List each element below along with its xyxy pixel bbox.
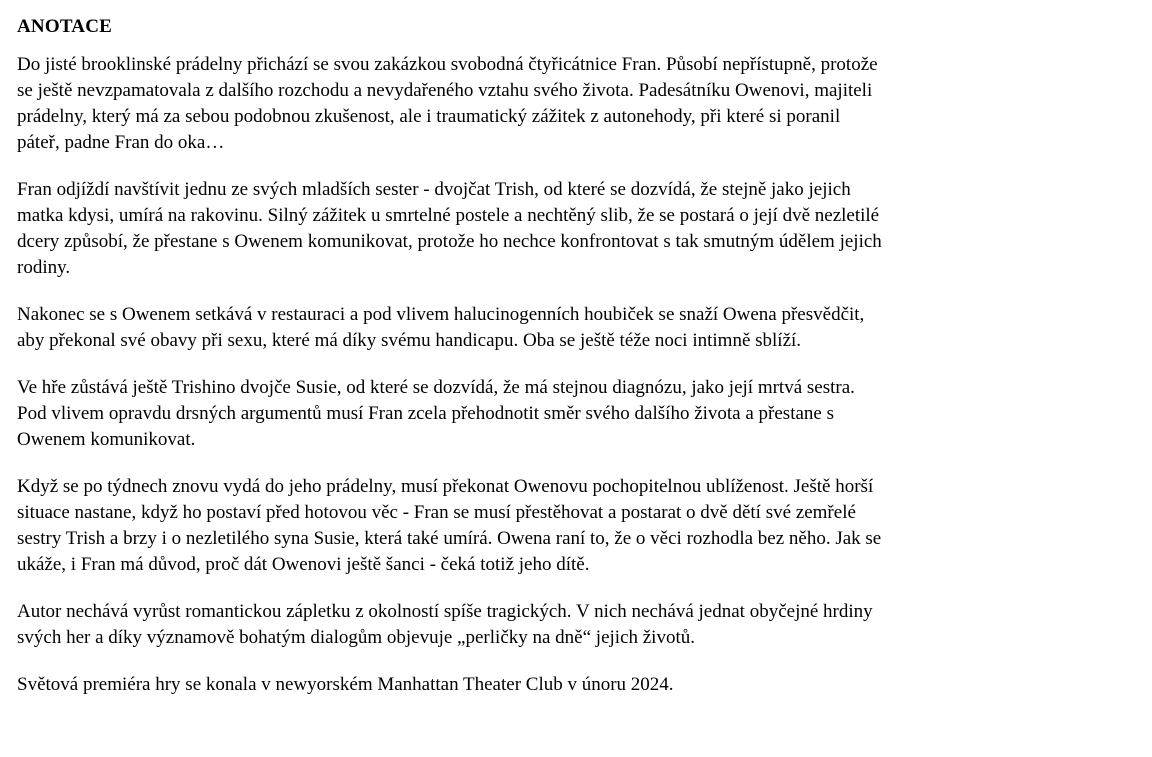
paragraph-restaurant-meeting: Nakonec se s Owenem setkává v restauraci a pod vlivem halucinogenních houbiček se snaží Owena přesvědčit, aby překonal své obavy při sexu, které má díky svému handicapu. Oba se ještě téže noci intimně sblíží. — [17, 304, 865, 351]
paragraph-trish-visit: Fran odjíždí navštívit jednu ze svých mladších sester - dvojčat Trish, od které se dozvídá, že stejně jako jejich matka kdysi, umírá na rakovinu. Silný zážitek u smrtelné postele a nechtěný slib, že se postará o její dvě nezletilé dcery způsobí, že přestane s Owenem komunikovat, protože ho nechce konfrontovat s tak smutným údělem jejich rodiny. — [17, 179, 882, 278]
paragraph-premiere-info: Světová premiéra hry se konala v newyorském Manhattan Theater Club v únoru 2024. — [17, 674, 674, 695]
paragraph-return-to-laundry: Když se po týdnech znovu vydá do jeho prádelny, musí překonat Owenovu pochopitelnou ublíženost. Ještě horší situace nastane, když ho postaví před hotovou věc - Fran se musí přestěhovat a postarat o dvě dětí své zemřelé sestry Trish a brzy i o nezletilého syna Susie, která také umírá. Owena raní to, že o věci rozhodla bez něho. Jak se ukáže, i Fran má důvod, proč dát Owenovi ještě šanci - čeká totiž jeho dítě. — [17, 476, 882, 575]
paragraph-susie-diagnosis: Ve hře zůstává ještě Trishino dvojče Susie, od které se dozvídá, že má stejnou diagnózu, jako její mrtvá sestra. Pod vlivem opravdu drsných argumentů musí Fran zcela přehodnotit směr svého dalšího života a přestane s Owenem komunikovat. — [17, 377, 855, 450]
paragraph-synopsis-intro: Do jisté brooklinské prádelny přichází se svou zakázkou svobodná čtyřicátnice Fran. Působí nepřístupně, protože se ještě nevzpamatovala z dalšího rozchodu a nevydařeného vztahu svého života. Padesátníku Owenovi, majiteli prádelny, který má za sebou podobnou zkušenost, ale i traumatický zážitek z autonehody, při které si poranil páteř, padne Fran do oka… — [17, 54, 878, 153]
annotation-heading: ANOTACE — [17, 16, 112, 37]
paragraph-author-note: Autor nechává vyrůst romantickou zápletku z okolností spíše tragických. V nich nechává jednat obyčejné hrdiny svých her a díky významově bohatým dialogům objevuje „perličky na dně“ jejich životů. — [17, 601, 873, 648]
